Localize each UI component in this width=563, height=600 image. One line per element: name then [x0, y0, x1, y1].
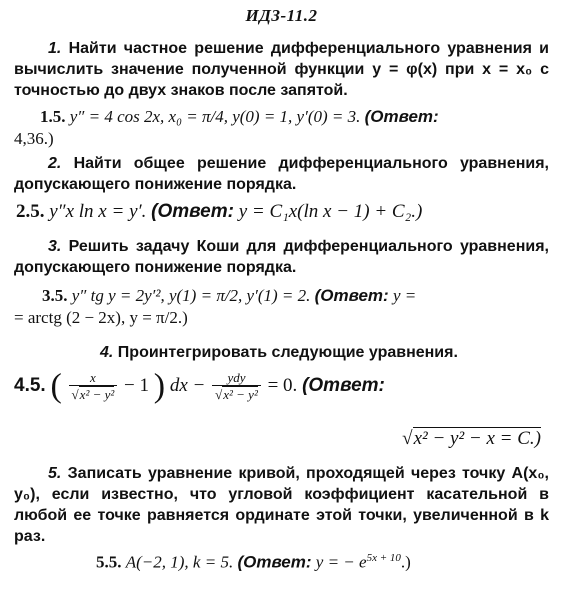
solution-5-equation: A(−2, 1), k = 5.: [125, 552, 234, 572]
task-2: [14, 153, 549, 195]
task-3: [14, 236, 549, 278]
task-5: [14, 463, 549, 547]
solution-3-answer-value-end: = arctg (2 − 2x), y = π/2.): [14, 308, 188, 327]
solution-3-answer-value-start: y =: [392, 286, 417, 305]
solution-4-answer: √x² − y² − x = C.): [402, 428, 541, 449]
solution-2-answer-label: (Ответ:: [151, 201, 234, 222]
solution-1-answer: [14, 128, 549, 149]
fraction-2: [212, 370, 261, 403]
fraction-1: [69, 370, 118, 403]
solution-5-answer-end: .): [400, 552, 411, 572]
fraction-2-radicand: x² − y²: [223, 387, 258, 402]
solution-3-number: 3.5.: [42, 286, 68, 305]
solution-5: [96, 548, 549, 573]
fraction-1-radicand: x² − y²: [79, 387, 115, 402]
minus-one: − 1: [124, 374, 149, 396]
task-1: [14, 38, 549, 101]
task-3-text: Решить задачу Коши для дифференциального уравнения, допускающего понижение порядка.: [14, 238, 549, 276]
task-2-text: Найти общее решение дифференциального уравнения, допускающего понижение порядка.: [14, 155, 549, 193]
solution-4-answer-value: x² − y² − x = C.): [413, 428, 541, 449]
solution-2-equation: y″x ln x = y′.: [49, 201, 147, 222]
solution-3-equation: y″ tg y = 2y′², y(1) = π/2, y′(1) = 2.: [71, 286, 311, 305]
solution-1-number: 1.5.: [40, 107, 66, 126]
solution-3-answer-continued: [14, 307, 549, 328]
solution-2-number: 2.5.: [16, 201, 45, 222]
solution-5-answer-exponent: 5x + 10: [366, 552, 401, 564]
solution-4: [14, 367, 549, 405]
fraction-1-denominator: √x² − y²: [71, 387, 115, 402]
solution-5-number: 5.5.: [96, 552, 122, 572]
task-5-number: 5.: [48, 465, 62, 482]
solution-4-number: 4.5.: [14, 374, 46, 396]
fraction-2-denominator: √x² − y²: [215, 387, 258, 402]
solution-3: [42, 285, 549, 306]
task-4: [100, 342, 549, 363]
solution-2-answer-value: y = C₁x(ln x − 1) + C₂.): [238, 201, 423, 222]
fraction-1-numerator: x: [69, 370, 118, 386]
solution-4-answer-label: (Ответ:: [302, 374, 385, 396]
task-2-number: 2.: [48, 155, 62, 172]
solution-1-answer-label: (Ответ:: [364, 107, 439, 126]
task-4-number: 4.: [100, 344, 114, 361]
task-1-text: Найти частное решение дифференциального уравнения и вычислить значение полученной функции y = φ(x) при x = x₀ с точностью до двух знаков после запятой.: [14, 40, 549, 99]
task-5-text: Записать уравнение кривой, проходящей через точку A(x₀, y₀), если известно, что угловой коэффициент касательной в любой ее точке равняется ординате этой точки, увеличенной в k раз.: [14, 465, 549, 545]
solution-1: [40, 106, 549, 127]
task-1-number: 1.: [48, 40, 62, 57]
fraction-2-numerator: ydy: [212, 370, 261, 386]
solution-3-answer-label: (Ответ:: [314, 286, 389, 305]
task-4-text: Проинтегрировать следующие уравнения.: [117, 344, 458, 361]
task-3-number: 3.: [48, 238, 62, 255]
solution-2: [16, 201, 549, 222]
solution-1-answer-value: 4,36.): [14, 129, 54, 148]
left-paren: (: [50, 367, 62, 405]
solution-5-answer-value: y = − e: [315, 552, 367, 572]
dx-term: dx −: [169, 374, 206, 396]
document-title: ИДЗ-11.2: [245, 6, 318, 25]
solution-5-answer-label: (Ответ:: [237, 552, 312, 572]
solution-1-equation: y″ = 4 cos 2x, x₀ = π/4, y(0) = 1, y′(0) = 3.: [69, 107, 361, 126]
equals-zero: = 0.: [267, 374, 298, 396]
right-paren: ): [153, 367, 166, 405]
